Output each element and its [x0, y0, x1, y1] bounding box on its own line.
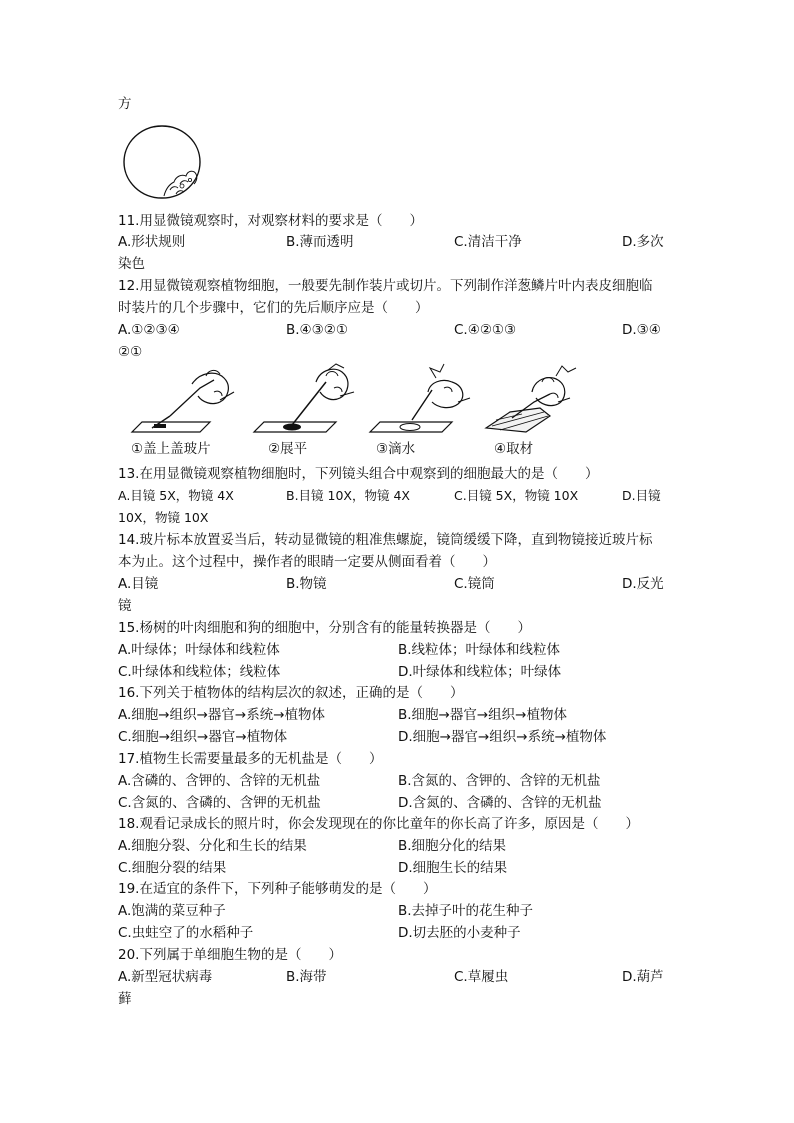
q12-option-a[interactable]: A.①②③④: [118, 322, 180, 338]
q19-option-d[interactable]: D.切去胚的小麦种子: [398, 925, 521, 941]
q20-stem: 20.下列属于单细胞生物的是（ ）: [118, 947, 342, 963]
q20-option-a[interactable]: A.新型冠状病毒: [118, 969, 213, 985]
q16-stem: 16.下列关于植物体的结构层次的叙述，正确的是（ ）: [118, 685, 464, 701]
q20-option-b[interactable]: B.海带: [286, 969, 327, 985]
q17-option-c[interactable]: C.含氮的、含磷的、含钾的无机盐: [118, 795, 321, 811]
q11-option-a[interactable]: A.形状规则: [118, 234, 186, 250]
q18-option-b[interactable]: B.细胞分化的结果: [398, 838, 507, 854]
q20-option-c[interactable]: C.草履虫: [454, 969, 509, 985]
q15-option-d[interactable]: D.叶绿体和线粒体；叶绿体: [398, 664, 562, 680]
step-drip-water-drawing: [370, 364, 470, 432]
q17-options-row1: [118, 772, 678, 790]
q18-option-d[interactable]: D.细胞生长的结果: [398, 860, 508, 876]
q14-option-b[interactable]: B.物镜: [286, 576, 327, 592]
q14-stem-line2: 本为止。这个过程中，操作者的眼睛一定要从侧面看着（ ）: [118, 554, 496, 570]
q19-option-b[interactable]: B.去掉子叶的花生种子: [398, 903, 534, 919]
q18-option-c[interactable]: C.细胞分裂的结果: [118, 860, 227, 876]
q19-option-a[interactable]: A.饱满的菜豆种子: [118, 903, 226, 919]
q12-stem-line2: 时装片的几个步骤中，它们的先后顺序应是（ ）: [118, 300, 429, 316]
q14-stem-line1: 14.玻片标本放置妥当后，转动显微镜的粗准焦螺旋，镜筒缓缓下降，直到物镜接近玻片标: [118, 532, 653, 548]
q16-option-d[interactable]: D.细胞→器官→组织→系统→植物体: [398, 729, 607, 745]
q12-options: [118, 321, 678, 339]
q17-option-a[interactable]: A.含磷的、含钾的、含锌的无机盐: [118, 773, 321, 789]
q18-options-row1: [118, 837, 678, 855]
q20-wrap: 藓: [118, 991, 132, 1007]
q13-option-b[interactable]: B.目镜 10X，物镜 4X: [286, 488, 410, 503]
q15-option-c[interactable]: C.叶绿体和线粒体；线粒体: [118, 664, 281, 680]
q15-options-row1: [118, 641, 678, 659]
q14-option-c[interactable]: C.镜筒: [454, 576, 495, 592]
q13-option-d[interactable]: D.目镜: [622, 488, 661, 503]
q14-option-a[interactable]: A.目镜: [118, 576, 159, 592]
q13-wrap: 10X，物镜 10X: [118, 510, 209, 525]
q19-option-c[interactable]: C.虫蛀空了的水稻种子: [118, 925, 254, 941]
q11-options: [118, 233, 678, 251]
q13-stem: 13.在用显微镜观察植物细胞时，下列镜头组合中观察到的细胞最大的是（ ）: [118, 466, 599, 482]
q17-options-row2: [118, 794, 678, 812]
q11-option-d[interactable]: D.多次: [622, 234, 664, 250]
q11-option-b[interactable]: B.薄而透明: [286, 234, 354, 250]
q13-options: [118, 487, 678, 505]
q18-stem: 18.观看记录成长的照片时，你会发现现在的你比童年的你长高了许多，原因是（ ）: [118, 816, 639, 832]
figure-label-2: ②展平: [268, 441, 308, 457]
q14-option-d[interactable]: D.反光: [622, 576, 664, 592]
microscope-field-figure: [120, 124, 206, 202]
q13-option-c[interactable]: C.目镜 5X，物镜 10X: [454, 488, 579, 503]
figure-label-4: ④取材: [494, 441, 534, 457]
q20-options: [118, 968, 678, 986]
step-cover-slip-drawing: [132, 370, 234, 432]
figure-label-1: ①盖上盖玻片: [131, 441, 211, 457]
q15-options-row2: [118, 663, 678, 681]
q16-option-c[interactable]: C.细胞→组织→器官→植物体: [118, 729, 288, 745]
q12-stem-line1: 12.用显微镜观察植物细胞，一般要先制作装片或切片。下列制作洋葱鳞片叶内表皮细胞临: [118, 278, 653, 294]
q19-options-row2: [118, 924, 678, 942]
q17-option-d[interactable]: D.含氮的、含磷的、含锌的无机盐: [398, 795, 602, 811]
q15-option-b[interactable]: B.线粒体；叶绿体和线粒体: [398, 642, 561, 658]
q17-stem: 17.植物生长需要量最多的无机盐是（ ）: [118, 751, 383, 767]
q14-options: [118, 575, 678, 593]
top-fragment: 方: [118, 96, 132, 112]
step-flatten-drawing: [254, 364, 354, 432]
q16-options-row2: [118, 728, 678, 746]
q18-option-a[interactable]: A.细胞分裂、分化和生长的结果: [118, 838, 307, 854]
q14-wrap: 镜: [118, 598, 132, 614]
q16-option-a[interactable]: A.细胞→组织→器官→系统→植物体: [118, 707, 326, 723]
q11-wrap: 染色: [118, 256, 145, 272]
q15-stem: 15.杨树的叶肉细胞和狗的细胞中，分别含有的能量转换器是（ ）: [118, 620, 531, 636]
q20-option-d[interactable]: D.葫芦: [622, 969, 664, 985]
step-take-material-drawing: [486, 366, 576, 432]
q11-option-c[interactable]: C.清洁干净: [454, 234, 522, 250]
q15-option-a[interactable]: A.叶绿体；叶绿体和线粒体: [118, 642, 280, 658]
q16-option-b[interactable]: B.细胞→器官→组织→植物体: [398, 707, 567, 723]
q19-options-row1: [118, 902, 678, 920]
q13-option-a[interactable]: A.目镜 5X，物镜 4X: [118, 488, 234, 503]
q12-wrap: ②①: [118, 344, 143, 360]
q12-option-d[interactable]: D.③④: [622, 322, 661, 338]
q19-stem: 19.在适宜的条件下，下列种子能够萌发的是（ ）: [118, 881, 437, 897]
q17-option-b[interactable]: B.含氮的、含钾的、含锌的无机盐: [398, 773, 601, 789]
q12-option-b[interactable]: B.④③②①: [286, 322, 348, 338]
q16-options-row1: [118, 706, 678, 724]
q18-options-row2: [118, 859, 678, 877]
figure-label-3: ③滴水: [376, 441, 416, 457]
q11-stem: 11.用显微镜观察时，对观察材料的要求是（ ）: [118, 213, 423, 229]
q12-option-c[interactable]: C.④②①③: [454, 322, 517, 338]
